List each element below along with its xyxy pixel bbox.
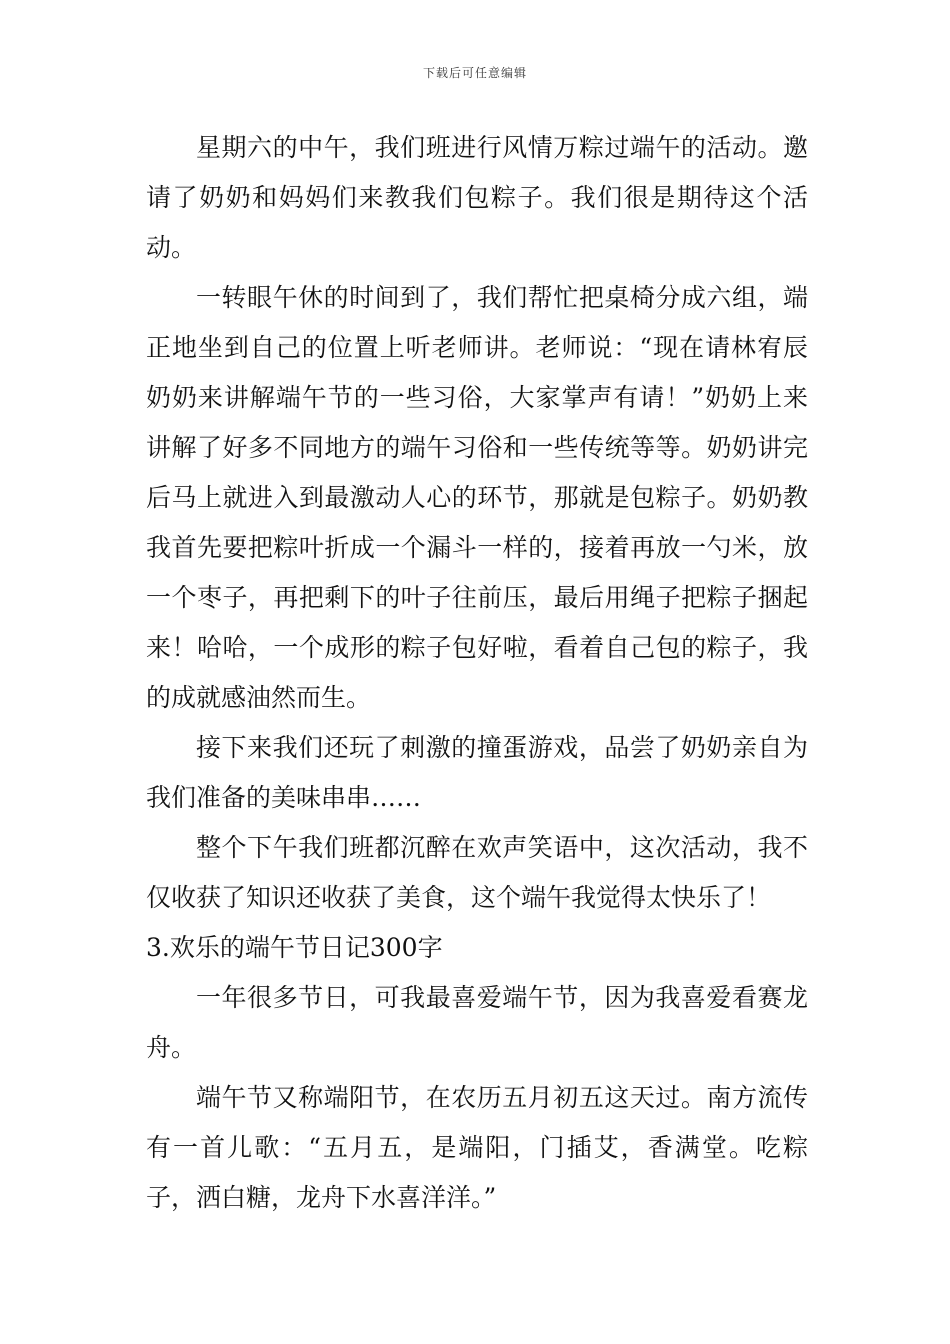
paragraph-festival-song: 端午节又称端阳节，在农历五月初五这天过。南方流传有一首儿歌：“五月五，是端阳，门插艾，香满堂。吃粽子，洒白糖，龙舟下水喜洋洋。” (146, 1083, 808, 1212)
document-body (146, 123, 808, 1223)
page-header: 下载后可任意编辑 (422, 66, 527, 80)
paragraph-activity-intro: 星期六的中午，我们班进行风情万粽过端午的活动。邀请了奶奶和妈妈们来教我们包粽子。我们很是期待这个活动。 (146, 133, 808, 262)
section-heading: 3.欢乐的端午节日记300字 (146, 933, 443, 962)
paragraph-games: 接下来我们还玩了刺激的撞蛋游戏，品尝了奶奶亲自为我们准备的美味串串…… (146, 733, 808, 812)
paragraph-making-zongzi: 一转眼午休的时间到了，我们帮忙把桌椅分成六组，端正地坐到自己的位置上听老师讲。老师说：“现在请林宥辰奶奶来讲解端午节的一些习俗，大家掌声有请！”奶奶上来讲解了好多不同地方的端午习俗和一些传统等等。奶奶讲完后马上就进入到最激动人心的环节，那就是包粽子。奶奶教我首先要把粽叶折成一个漏斗一样的，接着再放一勺米，放一个枣子，再把剩下的叶子往前压，最后用绳子把粽子捆起来！哈哈，一个成形的粽子包好啦，看着自己包的粽子，我的成就感油然而生。 (146, 283, 808, 712)
paragraph-conclusion: 整个下午我们班都沉醉在欢声笑语中，这次活动，我不仅收获了知识还收获了美食，这个端午我觉得太快乐了！ (146, 833, 808, 912)
paragraph-favorite-festival: 一年很多节日，可我最喜爱端午节，因为我喜爱看赛龙舟。 (146, 983, 808, 1062)
